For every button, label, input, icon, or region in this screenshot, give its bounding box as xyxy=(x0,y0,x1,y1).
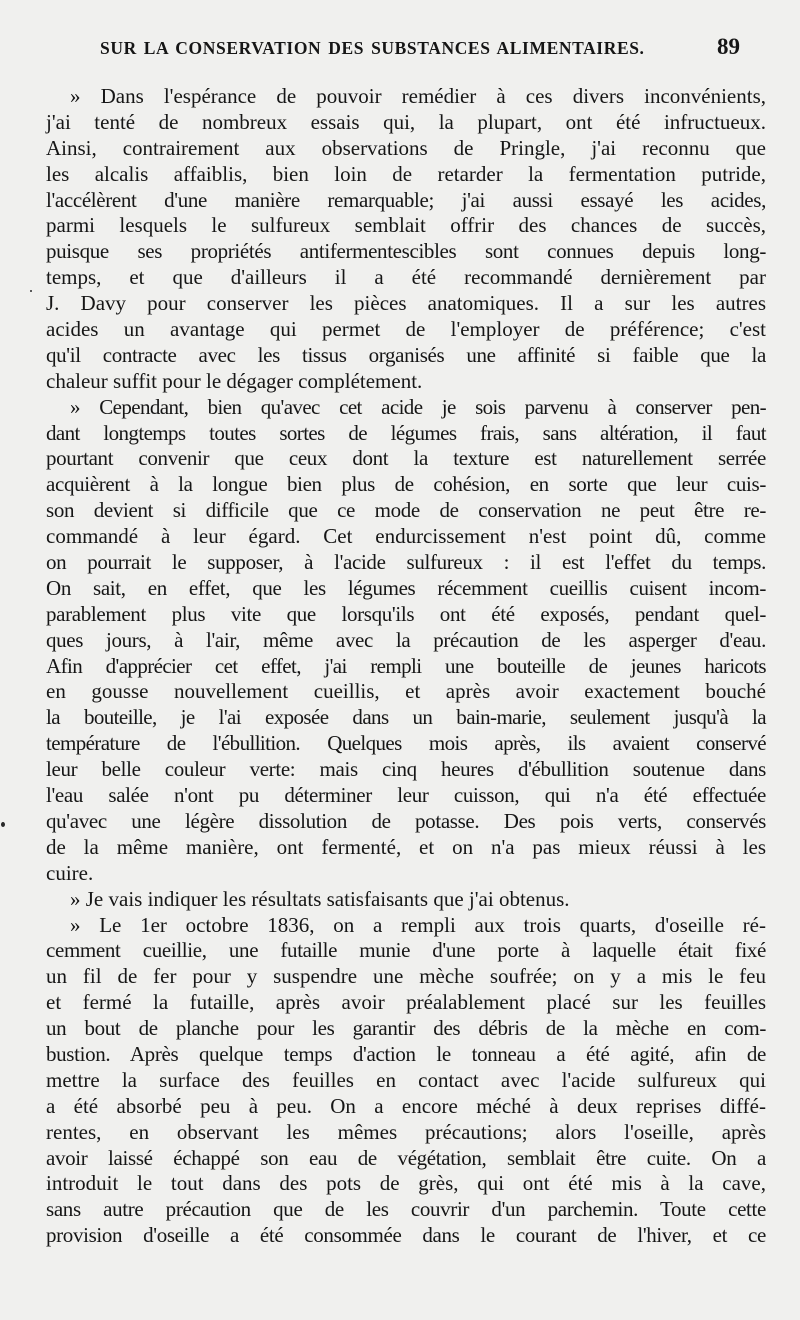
body-text xyxy=(46,84,766,1249)
text-line: température de l'ébullition. Quelques mois après, ils avaient conservé xyxy=(46,731,766,756)
text-line: parablement plus vite que lorsqu'ils ont été exposés, pendant quel- xyxy=(46,601,766,626)
text-line: parmi lesquels le sulfureux semblait offrir des chances de succès, xyxy=(46,213,766,238)
text-line: bustion. Après quelque temps d'action le tonneau a été agité, afin de xyxy=(46,1041,766,1066)
text-line: mettre la surface des feuilles en contact avec l'acide sulfureux qui xyxy=(46,1067,766,1092)
text-line: chaleur suffit pour le dégager complétement. xyxy=(46,368,423,393)
text-line: Ainsi, contrairement aux observations de Pringle, j'ai reconnu que xyxy=(46,135,766,160)
text-line: qu'il contracte avec les tissus organisés une affinité si faible que la xyxy=(46,342,766,367)
text-line: » Je vais indiquer les résultats satisfaisants que j'ai obtenus. xyxy=(70,886,570,911)
text-line: J. Davy pour conserver les pièces anatomiques. Il a sur les autres xyxy=(46,291,766,316)
text-line: un bout de planche pour les garantir des débris de la mèche en com- xyxy=(46,1016,766,1041)
text-line: » Cependant, bien qu'avec cet acide je sois parvenu à conserver pen- xyxy=(70,394,766,419)
text-line: avoir laissé échappé son eau de végétation, semblait être cuite. On a xyxy=(46,1145,766,1170)
text-line: on pourrait le supposer, à l'acide sulfureux : il est l'effet du temps. xyxy=(46,550,766,575)
text-line: l'eau salée n'ont pu déterminer leur cuisson, qui n'a été effectuée xyxy=(46,783,766,808)
text-line: provision d'oseille a été consommée dans le courant de l'hiver, et ce xyxy=(46,1223,766,1248)
text-line: commandé à leur égard. Cet endurcissement n'est point dû, comme xyxy=(46,524,766,549)
text-line: les alcalis affaiblis, bien loin de retarder la fermentation putride, xyxy=(46,161,766,186)
text-line: j'ai tenté de nombreux essais qui, la plupart, ont été infructueux. xyxy=(46,109,766,134)
text-line: l'accélèrent d'une manière remarquable; j'ai aussi essayé les acides, xyxy=(46,187,766,212)
text-line: On sait, en effet, que les légumes récemment cueillis cuisent incom- xyxy=(46,575,766,600)
text-line: sans autre précaution que de les couvrir d'un parchemin. Toute cette xyxy=(46,1197,766,1222)
text-line: » Le 1er octobre 1836, on a rempli aux trois quarts, d'oseille ré- xyxy=(70,912,766,937)
text-line: en gousse nouvellement cueillis, et après avoir exactement bouché xyxy=(46,679,766,704)
text-line: a été absorbé peu à peu. On a encore méché à deux reprises diffé- xyxy=(46,1093,766,1118)
text-line: acquièrent à la longue bien plus de cohésion, en sorte que leur cuis- xyxy=(46,472,766,497)
running-title: SUR LA CONSERVATION DES SUBSTANCES ALIMENTAIRES. xyxy=(100,38,645,58)
text-line: » Dans l'espérance de pouvoir remédier à ces divers inconvénients, xyxy=(70,84,766,108)
page-number: 89 xyxy=(717,34,740,59)
text-line: acides un avantage qui permet de l'employer de préférence; c'est xyxy=(46,317,766,342)
text-line: et fermé la futaille, après avoir préalablement placé sur les feuilles xyxy=(46,990,766,1015)
text-line: son devient si difficile que ce mode de conservation ne peut être re- xyxy=(46,498,766,523)
text-line: qu'avec une légère dissolution de potasse. Des pois verts, conservés xyxy=(46,808,766,833)
text-line: dant longtemps toutes sortes de légumes frais, sans altération, il faut xyxy=(46,420,766,445)
text-line: un fil de fer pour y suspendre une mèche soufrée; on y a mis le feu xyxy=(46,964,766,989)
text-line: cemment cueillie, une futaille munie d'une porte à laquelle était fixé xyxy=(46,938,766,963)
ink-speck xyxy=(1,822,5,827)
text-line: leur belle couleur verte: mais cinq heures d'ébullition soutenue dans xyxy=(46,757,766,782)
text-line: Afin d'apprécier cet effet, j'ai rempli une bouteille de jeunes haricots xyxy=(46,653,766,678)
text-line: temps, et que d'ailleurs il a été recommandé dernièrement par xyxy=(46,265,766,290)
text-line: de la même manière, ont fermenté, et on n'a pas mieux réussi à les xyxy=(46,834,766,859)
text-line: cuire. xyxy=(46,860,94,885)
ink-speck xyxy=(30,290,32,292)
text-line: rentes, en observant les mêmes précautions; alors l'oseille, après xyxy=(46,1119,766,1144)
text-line: la bouteille, je l'ai exposée dans un bain-marie, seulement jusqu'à la xyxy=(46,705,766,730)
running-head xyxy=(100,34,740,68)
text-line: pourtant convenir que ceux dont la texture est naturellement serrée xyxy=(46,446,766,471)
text-line: introduit le tout dans des pots de grès, qui ont été mis à la cave, xyxy=(46,1171,766,1196)
text-line: ques jours, à l'air, même avec la précaution de les asperger d'eau. xyxy=(46,627,766,652)
text-line: puisque ses propriétés antifermentescibles sont connues depuis long- xyxy=(46,239,766,264)
